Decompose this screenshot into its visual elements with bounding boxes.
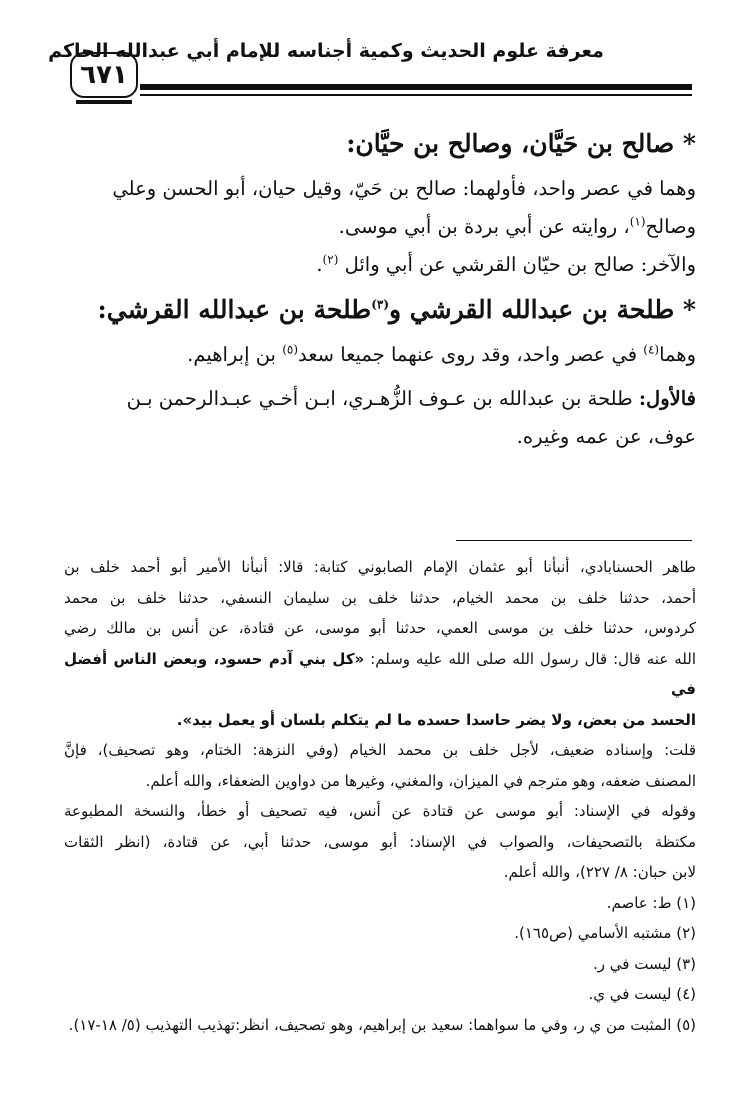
footnote-ref: (١) [629,214,646,229]
note-line: طاهر الحسنابادي، أنبأنا أبو عثمان الإمام الصابوني كتابة: قالا: أنبأنا الأمير أبو أحمد خلف بن [64,558,696,576]
note-line: أحمد، حدثنا خلف بن محمد الخيام، حدثنا خلف بن سليمان النسفي، حدثنا خلف بن محمد [64,588,696,607]
paragraph-talha-intro [64,336,696,374]
heading-run: * طلحة بن عبدالله القرشي و [389,295,696,324]
hadith-text: الحسد من بعض، ولا يضر حاسدا حسده ما لم يتكلم بلسان أو يعمل بيد». [176,710,696,729]
footnotes-area [64,552,696,1040]
running-header-title: معرفة علوم الحديث وكمية أجناسه للإمام أبي عبدالله الحاكم [48,40,604,62]
text-run: . [316,253,323,276]
main-text [64,118,696,456]
note-line [64,705,696,736]
page-number-box [70,52,138,98]
footnote-ref: (٥) [282,342,299,357]
text-run: في عصر واحد، وقد روى عنهما جميعا سعد [298,343,644,366]
header-rule-thick [140,84,692,90]
footnote-3: (٣) ليست في ر. [593,954,696,973]
paragraph-line [64,380,696,418]
text-run: ، روايته عن أبي بردة بن أبي موسى. [338,215,630,238]
footnote-separator [456,540,692,541]
note-line: مكتظة بالتصحيفات، والصواب في الإسناد: أبو موسى، حدثنا أبي، عن قتادة، (انظر الثقات [64,832,696,851]
footnote-ref: (٣) [371,297,390,312]
paragraph-saleh-second [64,246,696,284]
hadith-text: «كل بني آدم حسود، وبعض الناس أفضل في [64,649,696,698]
footnote-ref: (٤) [643,342,660,357]
footnote-1: (١) ط: عاصم. [606,893,696,912]
note-line: لابن حبان: ٨/ ٢٢٧)، والله أعلم. [503,863,696,881]
paragraph-saleh-first [64,170,696,246]
note-line: المصنف ضعفه، وهو مترجم في الميزان، والمغني، وغيرها من دواوين الضعفاء، والله أعلم. [145,771,696,790]
paragraph-line: وهما في عصر واحد، فأولهما: صالح بن حَيّ، وقيل حيان، أبو الحسن وعلي [112,177,696,200]
text-run: بن إبراهيم. [187,343,283,366]
footnote-2: (٢) مشتبه الأسامي (ص١٦٥). [514,924,696,942]
text-run: الله عنه قال: قال رسول الله صلى الله عليه وسلم: [364,649,696,668]
header-rule-thin [140,94,692,96]
text-run: والآخر: صالح بن حيّان القرشي عن أبي وائل [344,253,696,276]
heading-run: طلحة بن عبدالله القرشي: [97,295,372,324]
paragraph-talha-first [64,380,696,456]
note-line: كردوس، حدثنا خلف بن موسى العمي، حدثنا أبو موسى، عن قتادة، عن أنس بن مالك رضي [64,619,696,637]
paragraph-line: عوف، عن عمه وغيره. [516,425,696,448]
text-run: وصالح [645,215,696,238]
footnote-5: (٥) المثبت من ي ر، وفي ما سواهما: سعيد بن إبراهيم، وهو تصحيف، انظر:تهذيب التهذيب (٥/ ١٨-١٧). [68,1015,696,1034]
section-heading-saleh: * صالح بن حَيَّان، وصالح بن حيَّان: [346,129,696,158]
bold-label: فالأول: [638,387,696,410]
section-heading-talha [64,284,696,336]
text-run: طلحة بن عبدالله بن عـوف الزُّهـري، ابـن أخـي عبـدالرحمن بـن [126,387,639,410]
footnote-4: (٤) ليست في ي. [588,985,696,1003]
text-run: وهما [659,343,696,366]
footnote-ref: (٢) [322,252,339,267]
paragraph-line [64,208,696,246]
note-line: قلت: وإسناده ضعيف، لأجل خلف بن محمد الخيام (وفي النزهة: الختام، وهو تصحيف)، فإنَّ [64,741,696,759]
note-line [64,644,696,705]
note-line: وقوله في الإسناد: أبو موسى عن قتادة عن أنس، فيه تصحيف أو خطأ، والنسخة المطبوعة [64,802,696,820]
page-number: ٦٧١ [80,60,128,90]
